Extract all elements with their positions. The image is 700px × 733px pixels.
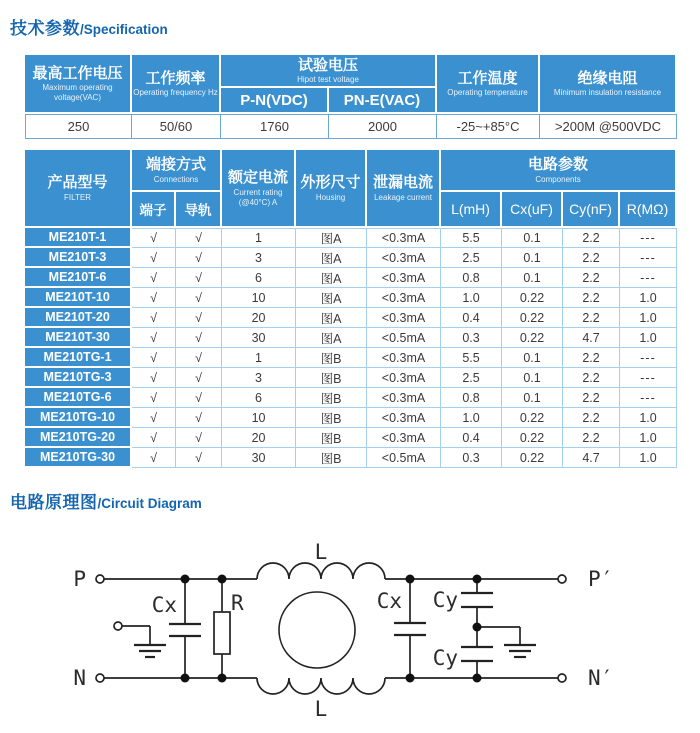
- table-row: [25, 428, 677, 448]
- col-header-zh: 额定电流: [228, 169, 289, 187]
- terminal-n-out: [558, 674, 566, 682]
- value-cell: ---: [620, 248, 677, 268]
- value-cell: ---: [620, 348, 677, 368]
- value-cell: √: [132, 308, 176, 328]
- label-r: R: [231, 591, 244, 615]
- col-header-zh: 端接方式: [146, 156, 207, 174]
- value-cell: 30: [222, 328, 296, 348]
- value-cell: 2.2: [563, 288, 620, 308]
- col-header-insulation: [540, 55, 677, 114]
- col-header-zh: 外形尺寸: [300, 174, 361, 192]
- value-cell: 图B: [296, 388, 367, 408]
- value-cell: 0.4: [441, 428, 502, 448]
- col-header-zh: 最高工作电压: [32, 64, 123, 82]
- specification-table: [25, 55, 677, 139]
- table-row: [25, 348, 677, 368]
- value-cell: ---: [620, 368, 677, 388]
- value-cell: √: [132, 408, 176, 428]
- label-cx-right: Cx: [376, 589, 402, 613]
- value-cell: 0.22: [502, 428, 563, 448]
- col-header-connections: [132, 150, 222, 192]
- value-cell: 0.1: [502, 368, 563, 388]
- table-row: [25, 448, 677, 468]
- value-cell: <0.5mA: [367, 328, 441, 348]
- value-cell: 10: [222, 288, 296, 308]
- circuit-diagram: [0, 528, 700, 733]
- section-title-en: /Circuit Diagram: [97, 496, 202, 511]
- value-cell: √: [132, 268, 176, 288]
- value-cell: 3: [222, 248, 296, 268]
- value-cell: 图A: [296, 288, 367, 308]
- value-cell: 2.2: [563, 228, 620, 248]
- col-header-en: Current rating: [233, 187, 283, 197]
- value-cell: 0.1: [502, 348, 563, 368]
- label-cy-upper: Cy: [432, 588, 458, 612]
- spec-header-row-1: [25, 55, 677, 88]
- value-cell: 2.2: [563, 248, 620, 268]
- col-header-filter: [25, 150, 132, 228]
- value-cell: √: [176, 228, 222, 248]
- col-header-zh: 产品型号: [47, 174, 108, 192]
- model-name-cell: ME210T-3: [25, 248, 132, 268]
- value-cell: √: [176, 428, 222, 448]
- value-cell: √: [176, 268, 222, 288]
- model-name-cell: ME210TG-1: [25, 348, 132, 368]
- model-table-header: [25, 150, 677, 228]
- label-p-in: P: [73, 567, 86, 591]
- model-name-cell: ME210T-6: [25, 268, 132, 288]
- col-header-en: Minimum insulation resistance: [553, 88, 662, 98]
- section-title-circuit-diagram: [10, 488, 202, 513]
- value-cell: √: [132, 448, 176, 468]
- col-header-zh: 绝缘电阻: [577, 69, 638, 87]
- col-header-zh: 工作频率: [145, 69, 206, 87]
- model-name-cell: ME210T-20: [25, 308, 132, 328]
- value-cell: 1.0: [441, 408, 502, 428]
- value-cell: 4.7: [563, 328, 620, 348]
- col-header-housing: [296, 150, 367, 228]
- value-cell: √: [176, 248, 222, 268]
- col-header-en: Maximum operating voltage(VAC): [42, 83, 113, 103]
- value-cell: <0.3mA: [367, 428, 441, 448]
- section-title-specification: [10, 14, 168, 39]
- value-max-voltage: 250: [25, 114, 132, 139]
- value-cell: <0.3mA: [367, 308, 441, 328]
- section-title-zh: 技术参数: [10, 19, 80, 38]
- model-name-cell: ME210TG-10: [25, 408, 132, 428]
- value-cell: ---: [620, 268, 677, 288]
- value-cell: √: [176, 408, 222, 428]
- value-cell: 0.1: [502, 268, 563, 288]
- value-cell: <0.3mA: [367, 228, 441, 248]
- value-cell: 1: [222, 348, 296, 368]
- value-cell: √: [132, 348, 176, 368]
- value-cell: 0.22: [502, 288, 563, 308]
- col-header-terminal: 端子: [132, 192, 176, 228]
- value-pne-vac: 2000: [329, 114, 437, 139]
- value-cell: 0.3: [441, 448, 502, 468]
- table-row: [25, 268, 677, 288]
- model-name-cell: ME210TG-6: [25, 388, 132, 408]
- col-header-leakage: [367, 150, 441, 228]
- value-cell: √: [176, 328, 222, 348]
- label-cy-lower: Cy: [432, 646, 458, 670]
- label-cx-left: Cx: [151, 593, 177, 617]
- value-cell: <0.3mA: [367, 268, 441, 288]
- col-header-pn-vdc: P-N(VDC): [221, 88, 329, 114]
- value-cell: 0.1: [502, 388, 563, 408]
- model-name-cell: ME210T-10: [25, 288, 132, 308]
- label-n-out: N′: [588, 666, 614, 690]
- cy-capacitor-lower: [461, 627, 493, 678]
- col-header-din-rail: 导轨: [176, 192, 222, 228]
- value-cell: 0.22: [502, 408, 563, 428]
- col-header-en: Components: [535, 174, 581, 184]
- value-cell: 0.1: [502, 248, 563, 268]
- value-cell: 2.2: [563, 368, 620, 388]
- col-header-l-mh: L(mH): [441, 192, 502, 228]
- col-header-en: Operating frequency Hz: [133, 88, 218, 98]
- value-cell: 2.2: [563, 428, 620, 448]
- value-cell: 2.5: [441, 248, 502, 268]
- value-cell: <0.3mA: [367, 408, 441, 428]
- value-cell: √: [176, 368, 222, 388]
- col-header-frequency: [132, 55, 221, 114]
- value-cell: 图B: [296, 408, 367, 428]
- value-cell: <0.3mA: [367, 288, 441, 308]
- value-cell: 1: [222, 228, 296, 248]
- value-cell: 6: [222, 268, 296, 288]
- value-cell: 3: [222, 368, 296, 388]
- col-header-zh: 试验电压: [297, 56, 358, 74]
- value-cell: 1.0: [620, 288, 677, 308]
- label-l-bottom: L: [314, 697, 328, 721]
- table-row: [25, 308, 677, 328]
- spec-value-row: [25, 114, 677, 139]
- model-header-row-1: [25, 150, 677, 192]
- value-cell: 20: [222, 308, 296, 328]
- table-row: [25, 388, 677, 408]
- resistor-r: [214, 579, 230, 678]
- col-header-en: Hipot test voltage: [297, 75, 359, 85]
- col-header-zh: 泄漏电流: [373, 174, 434, 192]
- section-title-en: /Specification: [80, 22, 168, 37]
- value-cell: 10: [222, 408, 296, 428]
- value-cell: <0.5mA: [367, 448, 441, 468]
- value-cell: 图A: [296, 328, 367, 348]
- terminal-n-in: [96, 674, 104, 682]
- value-cell: √: [176, 288, 222, 308]
- value-cell: <0.3mA: [367, 388, 441, 408]
- value-cell: 图B: [296, 348, 367, 368]
- value-cell: 0.22: [502, 448, 563, 468]
- col-header-hipot: [221, 55, 437, 88]
- model-name-cell: ME210T-30: [25, 328, 132, 348]
- ground-symbol-right: [477, 627, 536, 657]
- value-cell: 30: [222, 448, 296, 468]
- cy-capacitor-upper: [461, 579, 493, 627]
- terminal-p-out: [558, 575, 566, 583]
- value-temperature: -25~+85°C: [437, 114, 540, 139]
- value-cell: 5.5: [441, 228, 502, 248]
- value-cell: 1.0: [620, 308, 677, 328]
- table-row: [25, 228, 677, 248]
- col-header-en: FILTER: [64, 192, 91, 202]
- value-cell: √: [132, 428, 176, 448]
- model-name-cell: ME210TG-20: [25, 428, 132, 448]
- value-cell: √: [132, 388, 176, 408]
- value-cell: 0.8: [441, 268, 502, 288]
- value-cell: 2.2: [563, 408, 620, 428]
- model-name-cell: ME210TG-3: [25, 368, 132, 388]
- value-cell: 图B: [296, 428, 367, 448]
- table-row: [25, 288, 677, 308]
- value-cell: √: [176, 348, 222, 368]
- model-table-body: [25, 228, 677, 468]
- value-cell: 图A: [296, 248, 367, 268]
- value-cell: 0.22: [502, 328, 563, 348]
- value-cell: 2.2: [563, 308, 620, 328]
- col-header-max-voltage: [25, 55, 132, 114]
- label-p-out: P′: [588, 567, 614, 591]
- col-header-r-mohm: R(MΩ): [620, 192, 677, 228]
- section-title-zh: 电路原理图: [10, 493, 98, 512]
- value-cell: √: [132, 328, 176, 348]
- value-cell: <0.3mA: [367, 248, 441, 268]
- table-row: [25, 408, 677, 428]
- col-header-cy-nf: Cy(nF): [563, 192, 620, 228]
- value-cell: 20: [222, 428, 296, 448]
- value-cell: 2.2: [563, 268, 620, 288]
- col-header-en: Housing: [315, 192, 346, 202]
- col-header-en: Connections: [153, 174, 199, 184]
- value-cell: √: [132, 288, 176, 308]
- value-cell: 1.0: [620, 328, 677, 348]
- value-pn-vdc: 1760: [221, 114, 329, 139]
- value-cell: √: [132, 228, 176, 248]
- value-cell: √: [176, 448, 222, 468]
- inductor-bottom: [257, 678, 385, 694]
- value-cell: 0.3: [441, 328, 502, 348]
- label-l-top: L: [314, 540, 328, 564]
- model-name-cell: ME210T-1: [25, 228, 132, 248]
- value-cell: 4.7: [563, 448, 620, 468]
- value-cell: 图A: [296, 228, 367, 248]
- value-cell: 1.0: [620, 408, 677, 428]
- col-header-components: [441, 150, 677, 192]
- table-row: [25, 368, 677, 388]
- label-n-in: N: [73, 666, 86, 690]
- value-cell: 1.0: [441, 288, 502, 308]
- value-cell: √: [176, 308, 222, 328]
- col-header-temperature: [437, 55, 540, 114]
- value-cell: 1.0: [620, 428, 677, 448]
- value-cell: 图A: [296, 268, 367, 288]
- value-cell: √: [176, 388, 222, 408]
- value-frequency: 50/60: [132, 114, 221, 139]
- value-cell: √: [132, 368, 176, 388]
- col-header-current-rating: [222, 150, 296, 228]
- value-cell: <0.3mA: [367, 368, 441, 388]
- col-header-cx-uf: Cx(uF): [502, 192, 563, 228]
- value-cell: <0.3mA: [367, 348, 441, 368]
- table-row: [25, 328, 677, 348]
- terminal-p-in: [96, 575, 104, 583]
- value-cell: 0.1: [502, 228, 563, 248]
- value-cell: 5.5: [441, 348, 502, 368]
- col-header-pne-vac: PN-E(VAC): [329, 88, 437, 114]
- value-cell: 2.2: [563, 388, 620, 408]
- value-cell: ---: [620, 228, 677, 248]
- value-cell: 图A: [296, 308, 367, 328]
- value-cell: 图B: [296, 448, 367, 468]
- col-header-en: Leakage current: [374, 192, 432, 202]
- value-cell: 0.22: [502, 308, 563, 328]
- choke-core-circle: [279, 592, 355, 668]
- value-insulation: >200M @500VDC: [540, 114, 677, 139]
- table-row: [25, 248, 677, 268]
- value-cell: 图B: [296, 368, 367, 388]
- model-table: [25, 150, 677, 468]
- col-header-zh: 电路参数: [528, 156, 589, 174]
- value-cell: 2.2: [563, 348, 620, 368]
- value-cell: ---: [620, 388, 677, 408]
- value-cell: √: [132, 248, 176, 268]
- value-cell: 0.4: [441, 308, 502, 328]
- col-header-zh: 工作温度: [457, 69, 518, 87]
- col-header-en: (@40°C) A: [238, 197, 278, 207]
- col-header-en: Operating temperature: [447, 88, 528, 98]
- ground-symbol-left: [114, 622, 166, 657]
- value-cell: 1.0: [620, 448, 677, 468]
- value-cell: 2.5: [441, 368, 502, 388]
- inductor-top: [257, 563, 385, 579]
- value-cell: 0.8: [441, 388, 502, 408]
- value-cell: 6: [222, 388, 296, 408]
- model-name-cell: ME210TG-30: [25, 448, 132, 468]
